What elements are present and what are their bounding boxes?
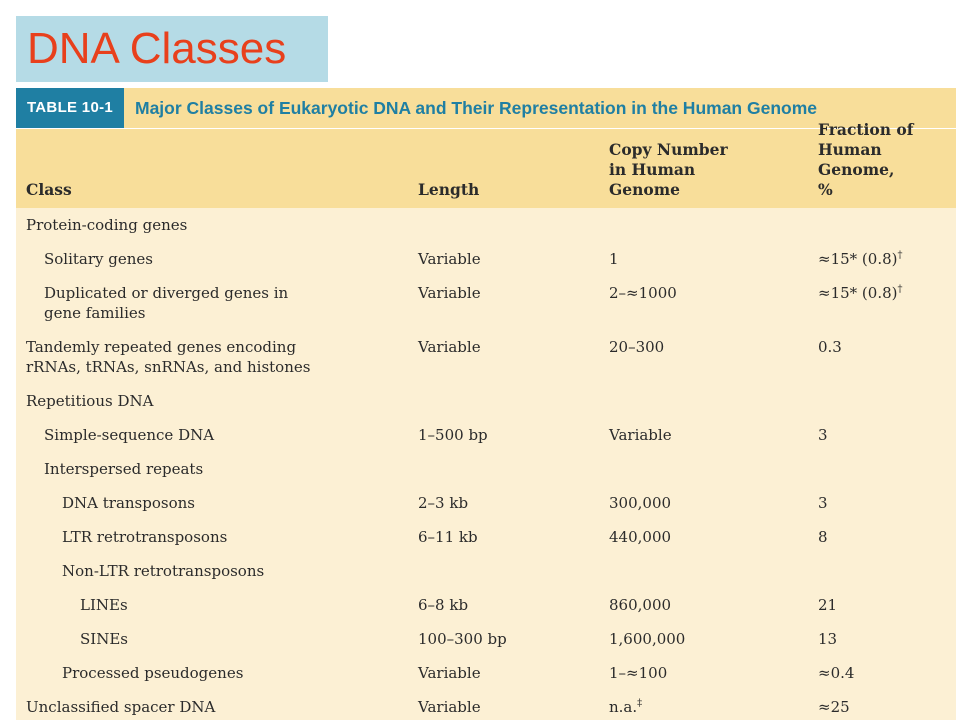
cell-copy-number-text: 1 <box>609 250 619 268</box>
cell-copy-number-text: 1,600,000 <box>609 630 686 648</box>
cell-copy-number <box>609 425 672 445</box>
cell-class-text: SINEs <box>80 630 128 648</box>
table-number-badge: TABLE 10-1 <box>16 88 124 128</box>
cell-class <box>62 527 227 547</box>
cell-copy-number <box>609 595 671 615</box>
cell-length <box>418 527 478 547</box>
cell-fraction-text: ≈15* (0.8) <box>818 284 898 302</box>
table-row <box>16 589 956 623</box>
table-row <box>16 277 956 322</box>
cell-length-text: Variable <box>418 338 481 356</box>
column-header-length: Length <box>418 180 480 199</box>
cell-length <box>418 629 507 649</box>
cell-copy-number-text: 860,000 <box>609 596 672 614</box>
cell-fraction-text: 8 <box>818 528 828 546</box>
table-row <box>16 385 956 419</box>
cell-copy-number <box>609 527 671 547</box>
cell-length-text: Variable <box>418 250 481 268</box>
cell-class-text: Interspersed repeats <box>44 460 204 478</box>
cell-length <box>418 249 481 269</box>
table-row <box>16 453 956 487</box>
cell-copy-number-text: 20–300 <box>609 338 665 356</box>
cell-fraction-text: 13 <box>818 630 838 648</box>
table-row <box>16 623 956 657</box>
cell-length-text: Variable <box>418 698 481 716</box>
cell-length <box>418 337 481 357</box>
cell-length-text: 6–8 kb <box>418 596 469 614</box>
column-header-fraction: Fraction of Human Genome, % <box>818 120 914 199</box>
table-row <box>16 419 956 453</box>
table-caption: Major Classes of Eukaryotic DNA and Their Representation in the Human Genome <box>135 98 817 118</box>
cell-class-text: LINEs <box>80 596 128 614</box>
cell-class <box>80 629 128 649</box>
table-row <box>16 243 956 277</box>
cell-length <box>418 697 481 717</box>
cell-fraction <box>818 595 837 615</box>
cell-class <box>44 283 288 323</box>
cell-fraction-text: ≈25 <box>818 698 850 716</box>
table-row <box>16 555 956 589</box>
cell-class <box>44 459 203 479</box>
cell-class <box>62 663 243 683</box>
cell-class-text: LTR retrotransposons <box>62 528 228 546</box>
cell-class <box>62 561 264 581</box>
cell-copy-number-text: 300,000 <box>609 494 672 512</box>
cell-length <box>418 283 481 303</box>
cell-fraction <box>818 337 842 357</box>
cell-fraction <box>818 663 854 683</box>
table-row <box>16 691 956 720</box>
cell-class <box>44 425 214 445</box>
cell-class-text: Processed pseudogenes <box>62 664 244 682</box>
cell-fraction <box>818 493 828 513</box>
cell-length <box>418 493 468 513</box>
cell-length-text: 100–300 bp <box>418 630 507 648</box>
cell-copy-number <box>609 249 619 269</box>
cell-class <box>26 215 187 235</box>
cell-class-text: Protein-coding genes <box>26 216 188 234</box>
cell-fraction-footnote-mark: † <box>897 284 903 295</box>
cell-length-text: 1–500 bp <box>418 426 488 444</box>
table-row <box>16 657 956 691</box>
column-header-class: Class <box>26 180 72 199</box>
cell-class-text: Unclassified spacer DNA <box>26 698 216 716</box>
cell-class-text: Solitary genes <box>44 250 153 268</box>
cell-copy-number-footnote-mark: ‡ <box>637 698 643 709</box>
table-row <box>16 521 956 555</box>
cell-copy-number <box>609 283 677 303</box>
cell-fraction-text: 0.3 <box>818 338 842 356</box>
cell-length <box>418 663 481 683</box>
cell-class-text: Tandemly repeated genes encoding rRNAs, tRNAs, snRNAs, and histones <box>26 338 311 376</box>
cell-copy-number-text: n.a. <box>609 698 638 716</box>
cell-class-text: Simple-sequence DNA <box>44 426 215 444</box>
cell-fraction <box>818 527 828 547</box>
table-row <box>16 487 956 521</box>
cell-copy-number <box>609 697 642 717</box>
cell-length <box>418 425 488 445</box>
cell-class-text: Duplicated or diverged genes in gene families <box>44 284 289 322</box>
column-header-row <box>16 120 956 208</box>
column-header-copy-number: Copy Number in Human Genome <box>609 140 728 199</box>
cell-length <box>418 595 468 615</box>
cell-fraction-text: 3 <box>818 426 828 444</box>
cell-fraction <box>818 697 850 717</box>
cell-length-text: Variable <box>418 284 481 302</box>
cell-length-text: Variable <box>418 664 481 682</box>
cell-fraction-text: 3 <box>818 494 828 512</box>
cell-copy-number-text: 1–≈100 <box>609 664 668 682</box>
table-row <box>16 209 956 243</box>
table-row <box>16 331 956 376</box>
cell-fraction <box>818 425 828 445</box>
cell-copy-number <box>609 663 667 683</box>
cell-class <box>26 337 310 377</box>
cell-length-text: 6–11 kb <box>418 528 478 546</box>
table-header <box>16 88 956 128</box>
cell-length-text: 2–3 kb <box>418 494 469 512</box>
cell-fraction-text: 21 <box>818 596 838 614</box>
data-table <box>16 88 956 720</box>
cell-fraction-text: ≈0.4 <box>818 664 855 682</box>
cell-copy-number-text: 440,000 <box>609 528 672 546</box>
cell-copy-number-text: 2–≈1000 <box>609 284 677 302</box>
cell-copy-number <box>609 629 685 649</box>
cell-fraction <box>818 283 902 303</box>
cell-fraction-footnote-mark: † <box>897 250 903 261</box>
cell-fraction-text: ≈15* (0.8) <box>818 250 898 268</box>
cell-copy-number <box>609 493 671 513</box>
cell-class <box>26 391 153 411</box>
cell-class <box>44 249 153 269</box>
cell-class <box>26 697 215 717</box>
cell-class-text: DNA transposons <box>62 494 195 512</box>
cell-fraction <box>818 629 837 649</box>
cell-class <box>80 595 128 615</box>
cell-fraction <box>818 249 902 269</box>
cell-copy-number-text: Variable <box>609 426 672 444</box>
cell-copy-number <box>609 337 664 357</box>
cell-class-text: Non-LTR retrotransposons <box>62 562 265 580</box>
slide-title: DNA Classes <box>16 16 328 82</box>
cell-class <box>62 493 195 513</box>
cell-class-text: Repetitious DNA <box>26 392 154 410</box>
